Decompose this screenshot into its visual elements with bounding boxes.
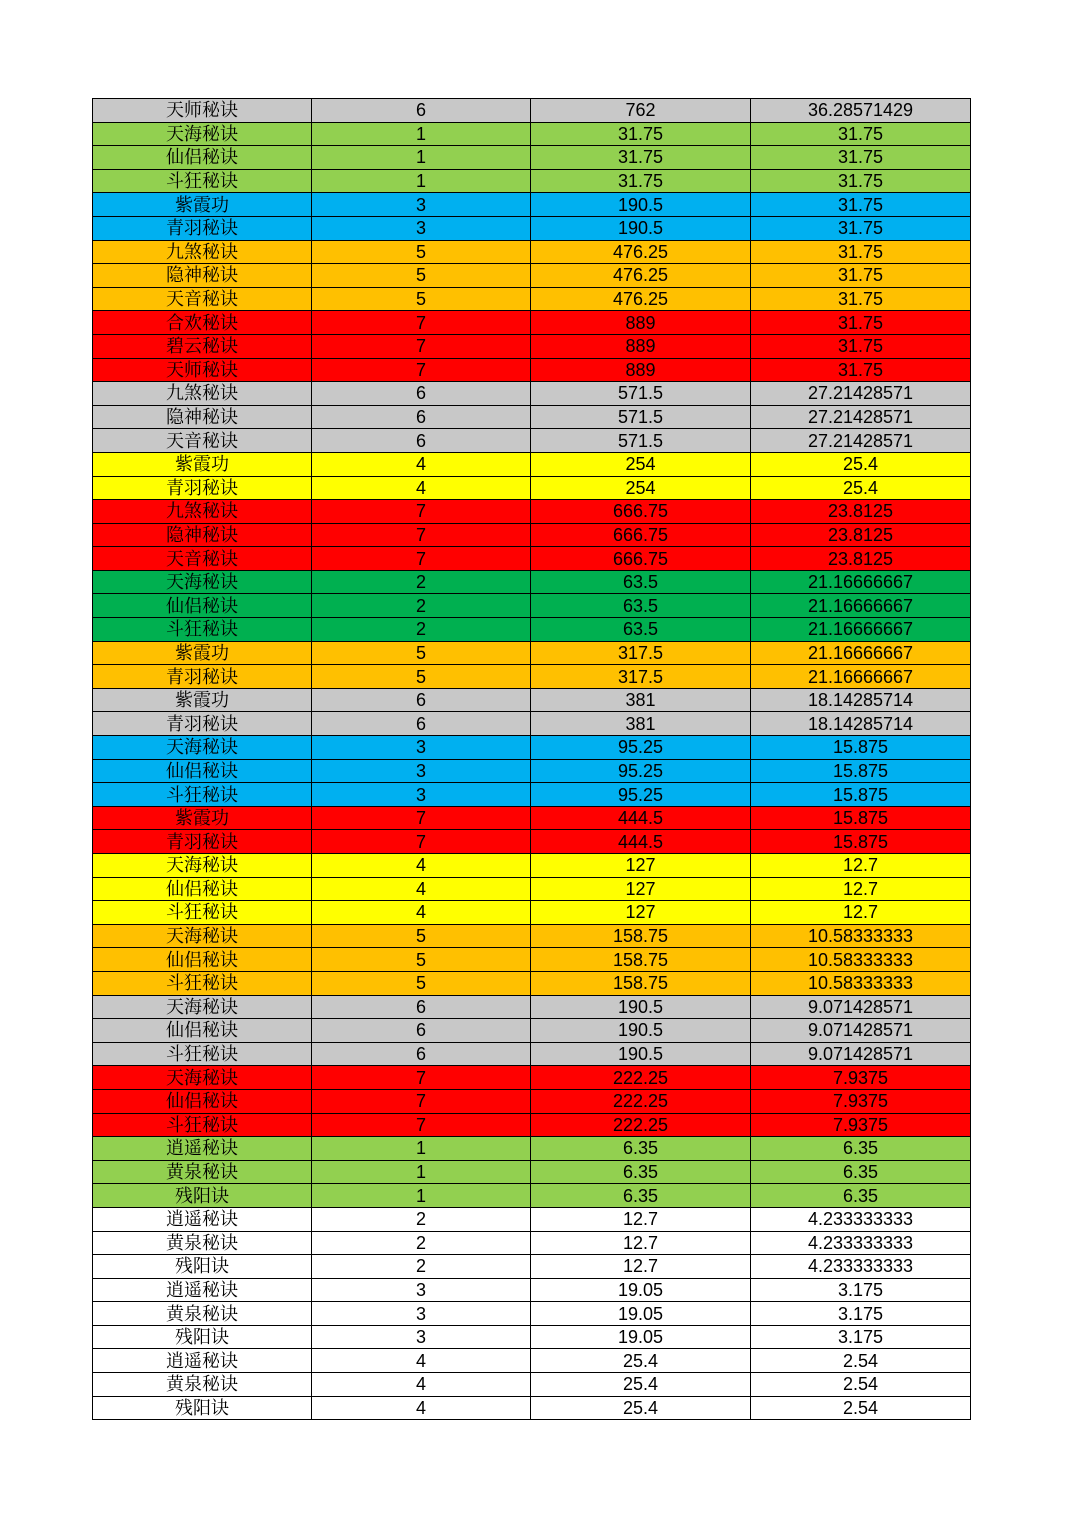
average-value-cell: 31.75 <box>751 287 971 311</box>
skill-name-cell: 紫霞功 <box>93 641 312 665</box>
skill-name-cell: 紫霞功 <box>93 193 312 217</box>
table-row <box>93 736 971 760</box>
skill-name-cell: 逍遥秘诀 <box>93 1278 312 1302</box>
total-value-cell: 12.7 <box>531 1255 751 1279</box>
level-cell: 6 <box>312 1042 531 1066</box>
skill-name-cell: 仙侣秘诀 <box>93 759 312 783</box>
level-cell: 3 <box>312 1302 531 1326</box>
average-value-cell: 31.75 <box>751 146 971 170</box>
table-row <box>93 122 971 146</box>
level-cell: 6 <box>312 405 531 429</box>
total-value-cell: 19.05 <box>531 1302 751 1326</box>
table-row <box>93 547 971 571</box>
skill-name-cell: 斗狂秘诀 <box>93 1042 312 1066</box>
total-value-cell: 444.5 <box>531 806 751 830</box>
skill-name-cell: 仙侣秘诀 <box>93 948 312 972</box>
level-cell: 5 <box>312 264 531 288</box>
level-cell: 5 <box>312 665 531 689</box>
table-row <box>93 948 971 972</box>
average-value-cell: 31.75 <box>751 334 971 358</box>
table-row <box>93 1349 971 1373</box>
skill-name-cell: 隐神秘诀 <box>93 264 312 288</box>
level-cell: 2 <box>312 594 531 618</box>
average-value-cell: 31.75 <box>751 193 971 217</box>
total-value-cell: 476.25 <box>531 264 751 288</box>
skill-name-cell: 青羽秘诀 <box>93 830 312 854</box>
table-row <box>93 854 971 878</box>
table-row <box>93 240 971 264</box>
total-value-cell: 571.5 <box>531 429 751 453</box>
level-cell: 7 <box>312 1066 531 1090</box>
total-value-cell: 6.35 <box>531 1184 751 1208</box>
average-value-cell: 31.75 <box>751 216 971 240</box>
table-row <box>93 806 971 830</box>
average-value-cell: 6.35 <box>751 1137 971 1161</box>
average-value-cell: 6.35 <box>751 1184 971 1208</box>
skill-name-cell: 紫霞功 <box>93 806 312 830</box>
level-cell: 3 <box>312 216 531 240</box>
skill-name-cell: 斗狂秘诀 <box>93 618 312 642</box>
level-cell: 1 <box>312 122 531 146</box>
level-cell: 6 <box>312 99 531 123</box>
total-value-cell: 127 <box>531 854 751 878</box>
average-value-cell: 10.58333333 <box>751 924 971 948</box>
table-row <box>93 193 971 217</box>
skill-name-cell: 天师秘诀 <box>93 99 312 123</box>
average-value-cell: 2.54 <box>751 1396 971 1420</box>
skill-name-cell: 紫霞功 <box>93 452 312 476</box>
level-cell: 2 <box>312 618 531 642</box>
skill-name-cell: 斗狂秘诀 <box>93 971 312 995</box>
level-cell: 1 <box>312 1184 531 1208</box>
skill-name-cell: 仙侣秘诀 <box>93 146 312 170</box>
total-value-cell: 63.5 <box>531 570 751 594</box>
level-cell: 4 <box>312 877 531 901</box>
skill-name-cell: 黄泉秘诀 <box>93 1373 312 1397</box>
level-cell: 4 <box>312 452 531 476</box>
total-value-cell: 25.4 <box>531 1373 751 1397</box>
table-row <box>93 594 971 618</box>
table-row <box>93 971 971 995</box>
level-cell: 7 <box>312 358 531 382</box>
skill-name-cell: 天海秘诀 <box>93 1066 312 1090</box>
total-value-cell: 666.75 <box>531 523 751 547</box>
skill-name-cell: 斗狂秘诀 <box>93 1113 312 1137</box>
table-row <box>93 382 971 406</box>
average-value-cell: 15.875 <box>751 806 971 830</box>
level-cell: 2 <box>312 1255 531 1279</box>
level-cell: 4 <box>312 1396 531 1420</box>
average-value-cell: 31.75 <box>751 169 971 193</box>
table-row <box>93 688 971 712</box>
table-row <box>93 429 971 453</box>
level-cell: 6 <box>312 712 531 736</box>
skill-name-cell: 碧云秘诀 <box>93 334 312 358</box>
table-row <box>93 901 971 925</box>
total-value-cell: 254 <box>531 476 751 500</box>
total-value-cell: 12.7 <box>531 1231 751 1255</box>
total-value-cell: 571.5 <box>531 382 751 406</box>
level-cell: 4 <box>312 476 531 500</box>
skill-name-cell: 仙侣秘诀 <box>93 594 312 618</box>
total-value-cell: 25.4 <box>531 1349 751 1373</box>
total-value-cell: 190.5 <box>531 995 751 1019</box>
average-value-cell: 27.21428571 <box>751 382 971 406</box>
total-value-cell: 127 <box>531 901 751 925</box>
average-value-cell: 4.233333333 <box>751 1255 971 1279</box>
average-value-cell: 21.16666667 <box>751 570 971 594</box>
table-row <box>93 1113 971 1137</box>
average-value-cell: 12.7 <box>751 877 971 901</box>
table-row <box>93 1042 971 1066</box>
average-value-cell: 31.75 <box>751 311 971 335</box>
table-row <box>93 500 971 524</box>
table-row <box>93 665 971 689</box>
total-value-cell: 12.7 <box>531 1207 751 1231</box>
level-cell: 7 <box>312 523 531 547</box>
skill-name-cell: 青羽秘诀 <box>93 712 312 736</box>
level-cell: 3 <box>312 1325 531 1349</box>
level-cell: 2 <box>312 1207 531 1231</box>
skill-name-cell: 逍遥秘诀 <box>93 1137 312 1161</box>
average-value-cell: 15.875 <box>751 783 971 807</box>
skill-name-cell: 天海秘诀 <box>93 736 312 760</box>
average-value-cell: 9.071428571 <box>751 1019 971 1043</box>
total-value-cell: 381 <box>531 688 751 712</box>
level-cell: 7 <box>312 500 531 524</box>
table-row <box>93 1019 971 1043</box>
level-cell: 1 <box>312 1160 531 1184</box>
level-cell: 2 <box>312 1231 531 1255</box>
level-cell: 4 <box>312 1349 531 1373</box>
skill-name-cell: 九煞秘诀 <box>93 500 312 524</box>
level-cell: 6 <box>312 382 531 406</box>
total-value-cell: 222.25 <box>531 1089 751 1113</box>
skill-name-cell: 黄泉秘诀 <box>93 1302 312 1326</box>
total-value-cell: 889 <box>531 311 751 335</box>
table-row <box>93 405 971 429</box>
table-row <box>93 334 971 358</box>
table-row <box>93 523 971 547</box>
skill-name-cell: 九煞秘诀 <box>93 382 312 406</box>
total-value-cell: 889 <box>531 358 751 382</box>
level-cell: 5 <box>312 641 531 665</box>
average-value-cell: 4.233333333 <box>751 1231 971 1255</box>
total-value-cell: 25.4 <box>531 1396 751 1420</box>
level-cell: 5 <box>312 240 531 264</box>
skill-name-cell: 天海秘诀 <box>93 570 312 594</box>
table-row <box>93 1231 971 1255</box>
skill-name-cell: 仙侣秘诀 <box>93 1019 312 1043</box>
average-value-cell: 10.58333333 <box>751 971 971 995</box>
level-cell: 7 <box>312 334 531 358</box>
skill-name-cell: 天海秘诀 <box>93 995 312 1019</box>
level-cell: 5 <box>312 287 531 311</box>
skill-name-cell: 逍遥秘诀 <box>93 1207 312 1231</box>
total-value-cell: 666.75 <box>531 500 751 524</box>
table-row <box>93 995 971 1019</box>
average-value-cell: 6.35 <box>751 1160 971 1184</box>
average-value-cell: 21.16666667 <box>751 594 971 618</box>
average-value-cell: 12.7 <box>751 854 971 878</box>
table-row <box>93 1160 971 1184</box>
total-value-cell: 63.5 <box>531 594 751 618</box>
skill-name-cell: 青羽秘诀 <box>93 216 312 240</box>
total-value-cell: 762 <box>531 99 751 123</box>
total-value-cell: 476.25 <box>531 287 751 311</box>
total-value-cell: 666.75 <box>531 547 751 571</box>
skill-name-cell: 仙侣秘诀 <box>93 877 312 901</box>
level-cell: 4 <box>312 1373 531 1397</box>
table-row <box>93 476 971 500</box>
total-value-cell: 444.5 <box>531 830 751 854</box>
skill-name-cell: 隐神秘诀 <box>93 523 312 547</box>
average-value-cell: 12.7 <box>751 901 971 925</box>
level-cell: 4 <box>312 901 531 925</box>
skill-name-cell: 天海秘诀 <box>93 122 312 146</box>
level-cell: 4 <box>312 854 531 878</box>
level-cell: 7 <box>312 1113 531 1137</box>
total-value-cell: 222.25 <box>531 1066 751 1090</box>
skill-name-cell: 残阳诀 <box>93 1184 312 1208</box>
average-value-cell: 21.16666667 <box>751 641 971 665</box>
table-row <box>93 358 971 382</box>
total-value-cell: 63.5 <box>531 618 751 642</box>
level-cell: 7 <box>312 806 531 830</box>
average-value-cell: 36.28571429 <box>751 99 971 123</box>
skill-name-cell: 天海秘诀 <box>93 854 312 878</box>
skill-name-cell: 残阳诀 <box>93 1255 312 1279</box>
table-row <box>93 1396 971 1420</box>
table-row <box>93 311 971 335</box>
data-table <box>92 98 971 1420</box>
level-cell: 6 <box>312 1019 531 1043</box>
skill-name-cell: 残阳诀 <box>93 1396 312 1420</box>
table-row <box>93 1207 971 1231</box>
table-row <box>93 287 971 311</box>
average-value-cell: 18.14285714 <box>751 688 971 712</box>
level-cell: 7 <box>312 1089 531 1113</box>
total-value-cell: 190.5 <box>531 216 751 240</box>
table-row <box>93 1089 971 1113</box>
level-cell: 6 <box>312 429 531 453</box>
table-row <box>93 877 971 901</box>
average-value-cell: 25.4 <box>751 452 971 476</box>
total-value-cell: 31.75 <box>531 169 751 193</box>
average-value-cell: 9.071428571 <box>751 995 971 1019</box>
average-value-cell: 31.75 <box>751 240 971 264</box>
total-value-cell: 190.5 <box>531 1019 751 1043</box>
table-row <box>93 264 971 288</box>
average-value-cell: 10.58333333 <box>751 948 971 972</box>
table-body <box>93 99 971 1420</box>
average-value-cell: 15.875 <box>751 759 971 783</box>
average-value-cell: 23.8125 <box>751 547 971 571</box>
skill-name-cell: 逍遥秘诀 <box>93 1349 312 1373</box>
skill-name-cell: 天音秘诀 <box>93 287 312 311</box>
average-value-cell: 21.16666667 <box>751 665 971 689</box>
level-cell: 3 <box>312 783 531 807</box>
skill-name-cell: 天音秘诀 <box>93 429 312 453</box>
table-row <box>93 216 971 240</box>
level-cell: 3 <box>312 736 531 760</box>
level-cell: 7 <box>312 547 531 571</box>
total-value-cell: 317.5 <box>531 641 751 665</box>
table-row <box>93 1255 971 1279</box>
total-value-cell: 158.75 <box>531 924 751 948</box>
skill-name-cell: 合欢秘诀 <box>93 311 312 335</box>
average-value-cell: 27.21428571 <box>751 429 971 453</box>
average-value-cell: 31.75 <box>751 358 971 382</box>
total-value-cell: 158.75 <box>531 948 751 972</box>
table-row <box>93 169 971 193</box>
skill-name-cell: 九煞秘诀 <box>93 240 312 264</box>
total-value-cell: 6.35 <box>531 1160 751 1184</box>
table-row <box>93 1184 971 1208</box>
level-cell: 5 <box>312 924 531 948</box>
level-cell: 6 <box>312 688 531 712</box>
total-value-cell: 254 <box>531 452 751 476</box>
level-cell: 7 <box>312 830 531 854</box>
average-value-cell: 18.14285714 <box>751 712 971 736</box>
average-value-cell: 31.75 <box>751 264 971 288</box>
average-value-cell: 7.9375 <box>751 1089 971 1113</box>
average-value-cell: 2.54 <box>751 1373 971 1397</box>
table-row <box>93 830 971 854</box>
average-value-cell: 3.175 <box>751 1278 971 1302</box>
skill-name-cell: 黄泉秘诀 <box>93 1231 312 1255</box>
average-value-cell: 3.175 <box>751 1302 971 1326</box>
average-value-cell: 7.9375 <box>751 1113 971 1137</box>
skill-name-cell: 斗狂秘诀 <box>93 901 312 925</box>
table-row <box>93 618 971 642</box>
average-value-cell: 3.175 <box>751 1325 971 1349</box>
total-value-cell: 95.25 <box>531 736 751 760</box>
level-cell: 3 <box>312 759 531 783</box>
table-row <box>93 452 971 476</box>
skill-name-cell: 青羽秘诀 <box>93 665 312 689</box>
level-cell: 1 <box>312 169 531 193</box>
skill-name-cell: 天师秘诀 <box>93 358 312 382</box>
table-row <box>93 759 971 783</box>
level-cell: 5 <box>312 948 531 972</box>
total-value-cell: 127 <box>531 877 751 901</box>
total-value-cell: 95.25 <box>531 759 751 783</box>
table-row <box>93 1302 971 1326</box>
table-row <box>93 712 971 736</box>
skill-name-cell: 天音秘诀 <box>93 547 312 571</box>
total-value-cell: 31.75 <box>531 122 751 146</box>
total-value-cell: 158.75 <box>531 971 751 995</box>
average-value-cell: 25.4 <box>751 476 971 500</box>
average-value-cell: 7.9375 <box>751 1066 971 1090</box>
level-cell: 1 <box>312 146 531 170</box>
average-value-cell: 31.75 <box>751 122 971 146</box>
total-value-cell: 571.5 <box>531 405 751 429</box>
table-row <box>93 1137 971 1161</box>
average-value-cell: 9.071428571 <box>751 1042 971 1066</box>
total-value-cell: 6.35 <box>531 1137 751 1161</box>
skill-name-cell: 仙侣秘诀 <box>93 1089 312 1113</box>
total-value-cell: 19.05 <box>531 1325 751 1349</box>
total-value-cell: 31.75 <box>531 146 751 170</box>
level-cell: 2 <box>312 570 531 594</box>
table-row <box>93 1373 971 1397</box>
total-value-cell: 889 <box>531 334 751 358</box>
skill-name-cell: 斗狂秘诀 <box>93 783 312 807</box>
table-row <box>93 783 971 807</box>
average-value-cell: 23.8125 <box>751 523 971 547</box>
total-value-cell: 95.25 <box>531 783 751 807</box>
total-value-cell: 190.5 <box>531 193 751 217</box>
average-value-cell: 23.8125 <box>751 500 971 524</box>
table-row <box>93 924 971 948</box>
average-value-cell: 2.54 <box>751 1349 971 1373</box>
table-row <box>93 1278 971 1302</box>
table-row <box>93 99 971 123</box>
average-value-cell: 15.875 <box>751 830 971 854</box>
level-cell: 3 <box>312 193 531 217</box>
total-value-cell: 190.5 <box>531 1042 751 1066</box>
table-row <box>93 1325 971 1349</box>
level-cell: 7 <box>312 311 531 335</box>
skill-name-cell: 斗狂秘诀 <box>93 169 312 193</box>
average-value-cell: 21.16666667 <box>751 618 971 642</box>
level-cell: 5 <box>312 971 531 995</box>
total-value-cell: 476.25 <box>531 240 751 264</box>
total-value-cell: 381 <box>531 712 751 736</box>
table-row <box>93 146 971 170</box>
total-value-cell: 222.25 <box>531 1113 751 1137</box>
level-cell: 1 <box>312 1137 531 1161</box>
skill-name-cell: 残阳诀 <box>93 1325 312 1349</box>
total-value-cell: 317.5 <box>531 665 751 689</box>
skill-name-cell: 紫霞功 <box>93 688 312 712</box>
average-value-cell: 27.21428571 <box>751 405 971 429</box>
table-row <box>93 1066 971 1090</box>
skill-name-cell: 黄泉秘诀 <box>93 1160 312 1184</box>
average-value-cell: 15.875 <box>751 736 971 760</box>
skill-name-cell: 隐神秘诀 <box>93 405 312 429</box>
table-row <box>93 641 971 665</box>
skill-name-cell: 天海秘诀 <box>93 924 312 948</box>
average-value-cell: 4.233333333 <box>751 1207 971 1231</box>
table-row <box>93 570 971 594</box>
level-cell: 6 <box>312 995 531 1019</box>
skill-name-cell: 青羽秘诀 <box>93 476 312 500</box>
level-cell: 3 <box>312 1278 531 1302</box>
total-value-cell: 19.05 <box>531 1278 751 1302</box>
